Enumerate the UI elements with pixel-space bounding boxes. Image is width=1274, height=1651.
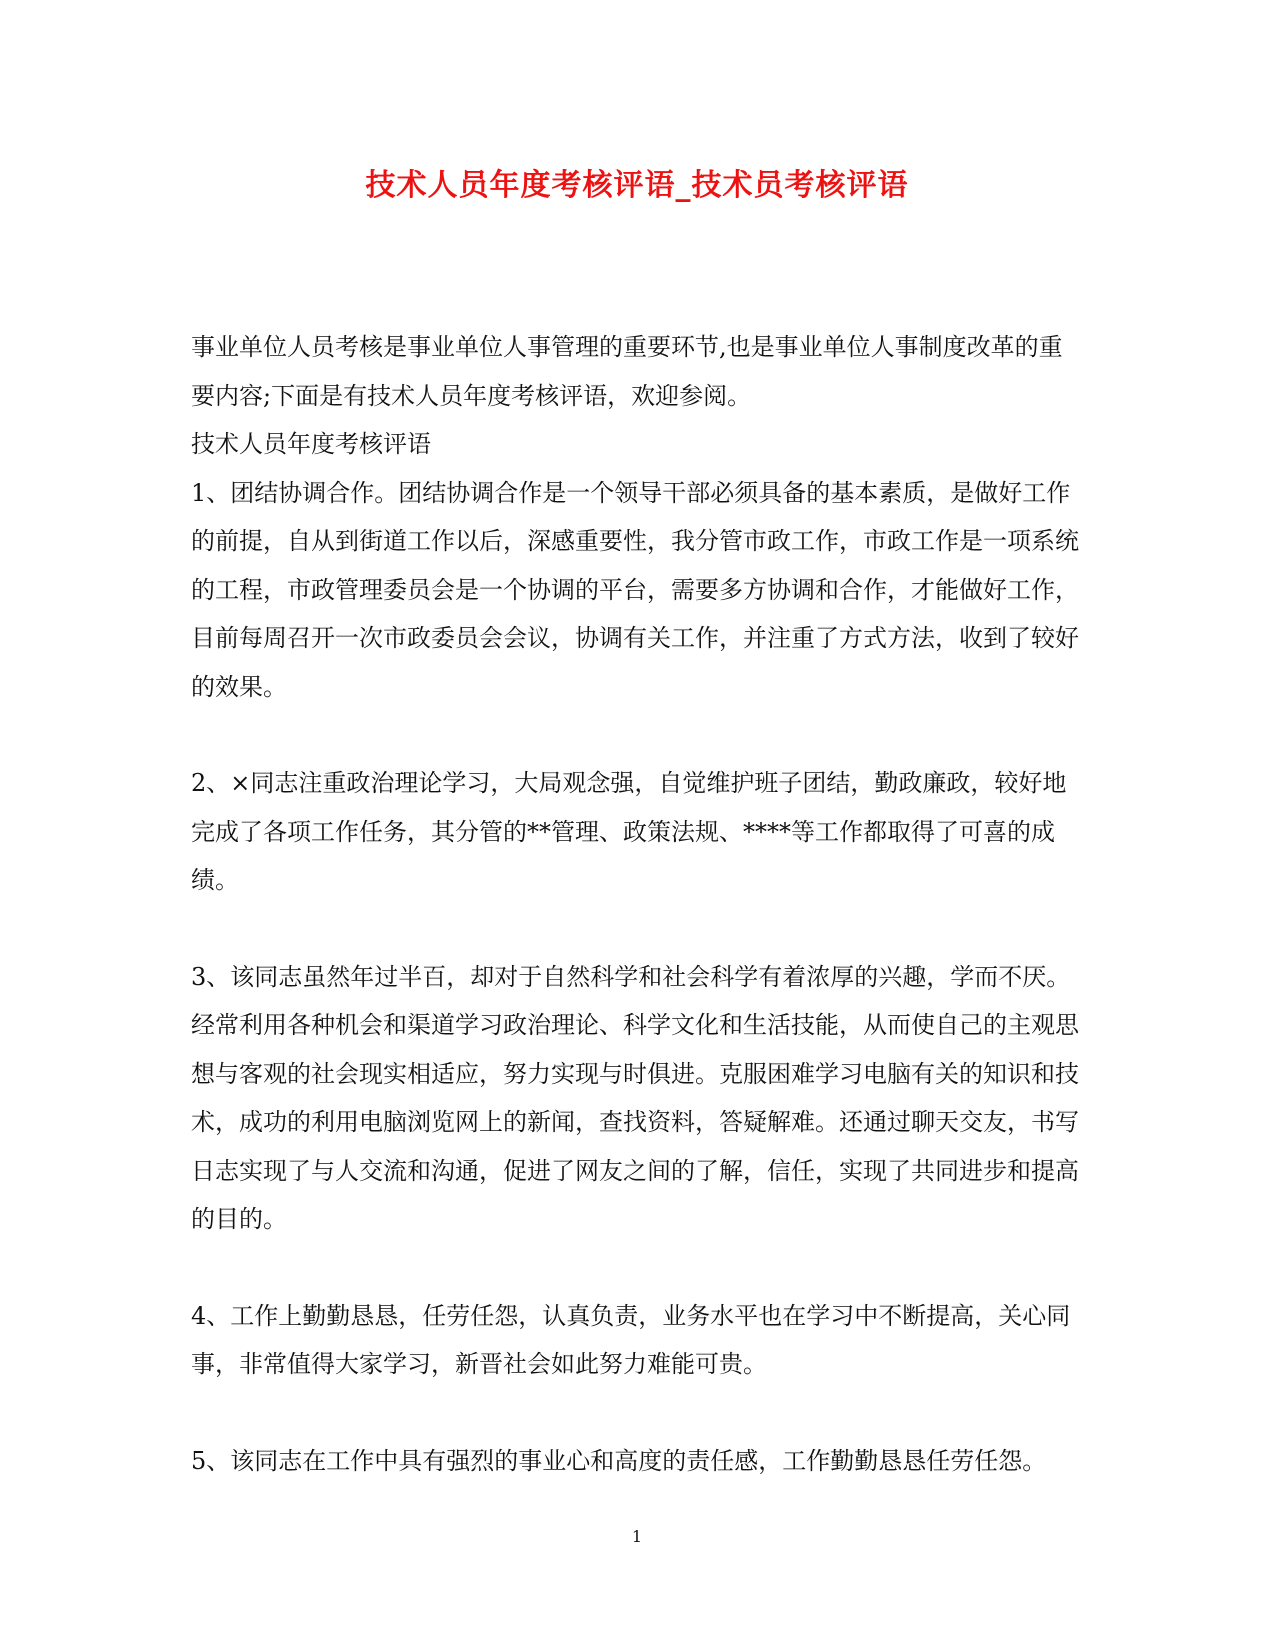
comment-paragraph-2: 2、×同志注重政治理论学习，大局观念强，自觉维护班子团结，勤政廉政，较好地完成了各项工作任务，其分管的**管理、政策法规、****等工作都取得了可喜的成绩。 <box>191 769 1067 894</box>
section-heading: 技术人员年度考核评语 <box>191 430 431 458</box>
paragraph-spacer <box>191 905 1081 953</box>
comment-paragraph-3: 3、该同志虽然年过半百，却对于自然科学和社会科学有着浓厚的兴趣，学而不厌。经常利用各种机会和渠道学习政治理论、科学文化和生活技能，从而使自己的主观思想与客观的社会现实相适应，努力实现与时俱进。克服困难学习电脑有关的知识和技术，成功的利用电脑浏览网上的新闻，查找资料，答疑解难。还通过聊天交友，书写日志实现了与人交流和沟通，促进了网友之间的了解，信任，实现了共同进步和提高的目的。 <box>191 962 1079 1233</box>
intro-paragraph: 事业单位人员考核是事业单位人事管理的重要环节,也是事业单位人事制度改革的重要内容;下面是有技术人员年度考核评语，欢迎参阅。 <box>191 333 1063 410</box>
paragraph-spacer <box>191 711 1081 759</box>
page-number: 1 <box>631 1527 643 1546</box>
document-body <box>191 323 1081 1485</box>
comment-paragraph-1: 1、团结协调合作。团结协调合作是一个领导干部必须具备的基本素质，是做好工作的前提，自从到街道工作以后，深感重要性，我分管市政工作，市政工作是一项系统的工程，市政管理委员会是一个协调的平台，需要多方协调和合作，才能做好工作，目前每周召开一次市政委员会会议，协调有关工作，并注重了方式方法，收到了较好的效果。 <box>191 478 1079 701</box>
comment-paragraph-5: 5、该同志在工作中具有强烈的事业心和高度的责任感，工作勤勤恳恳任劳任怨。 <box>191 1446 1047 1475</box>
paragraph-spacer <box>191 1244 1081 1292</box>
paragraph-spacer <box>191 1389 1081 1437</box>
document-title: 技术人员年度考核评语_技术员考核评语 <box>365 168 909 203</box>
comment-paragraph-4: 4、工作上勤勤恳恳，任劳任怨，认真负责，业务水平也在学习中不断提高，关心同事，非常值得大家学习，新晋社会如此努力难能可贵。 <box>191 1301 1071 1378</box>
